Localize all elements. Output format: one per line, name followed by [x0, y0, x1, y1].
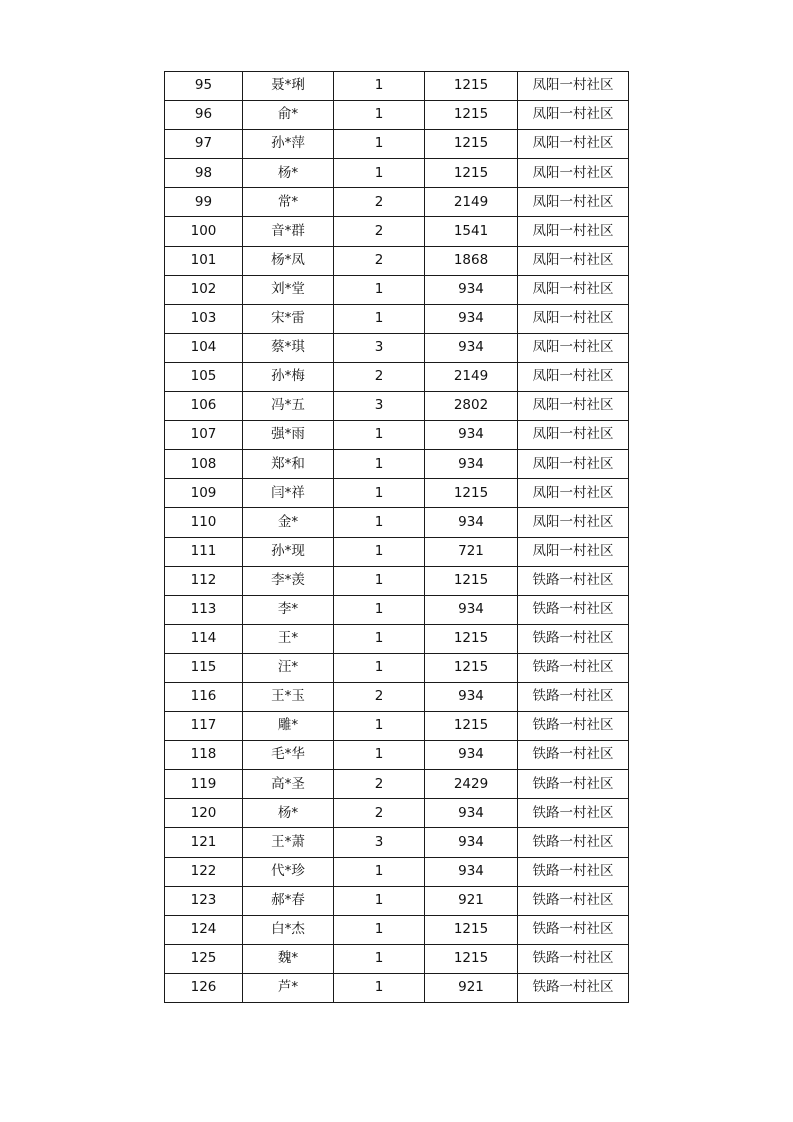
community-cell: 铁路一村社区	[518, 915, 629, 944]
count-cell: 1	[334, 624, 425, 653]
name-cell: 杨*	[243, 799, 334, 828]
community-cell: 凤阳一村社区	[518, 392, 629, 421]
table-row	[165, 304, 629, 333]
count-cell: 1	[334, 886, 425, 915]
table-body	[165, 72, 629, 1003]
row-number-cell: 115	[165, 653, 243, 682]
community-cell: 铁路一村社区	[518, 624, 629, 653]
amount-cell: 934	[425, 450, 518, 479]
community-cell: 凤阳一村社区	[518, 508, 629, 537]
name-cell: 冯*五	[243, 392, 334, 421]
amount-cell: 1541	[425, 217, 518, 246]
amount-cell: 1215	[425, 624, 518, 653]
name-cell: 芦*	[243, 973, 334, 1002]
amount-cell: 921	[425, 886, 518, 915]
row-number-cell: 116	[165, 682, 243, 711]
table-row	[165, 188, 629, 217]
row-number-cell: 97	[165, 130, 243, 159]
count-cell: 1	[334, 421, 425, 450]
count-cell: 1	[334, 159, 425, 188]
row-number-cell: 111	[165, 537, 243, 566]
count-cell: 1	[334, 101, 425, 130]
amount-cell: 2429	[425, 770, 518, 799]
table-row	[165, 799, 629, 828]
table-row	[165, 421, 629, 450]
row-number-cell: 113	[165, 595, 243, 624]
name-cell: 强*雨	[243, 421, 334, 450]
community-cell: 铁路一村社区	[518, 741, 629, 770]
name-cell: 雕*	[243, 712, 334, 741]
count-cell: 1	[334, 479, 425, 508]
name-cell: 金*	[243, 508, 334, 537]
community-cell: 凤阳一村社区	[518, 362, 629, 391]
row-number-cell: 99	[165, 188, 243, 217]
table-row	[165, 130, 629, 159]
row-number-cell: 117	[165, 712, 243, 741]
row-number-cell: 124	[165, 915, 243, 944]
row-number-cell: 120	[165, 799, 243, 828]
amount-cell: 934	[425, 799, 518, 828]
count-cell: 3	[334, 392, 425, 421]
row-number-cell: 107	[165, 421, 243, 450]
count-cell: 1	[334, 566, 425, 595]
row-number-cell: 106	[165, 392, 243, 421]
community-cell: 铁路一村社区	[518, 595, 629, 624]
count-cell: 1	[334, 130, 425, 159]
count-cell: 2	[334, 362, 425, 391]
row-number-cell: 98	[165, 159, 243, 188]
table-row	[165, 944, 629, 973]
name-cell: 俞*	[243, 101, 334, 130]
name-cell: 宋*雷	[243, 304, 334, 333]
count-cell: 3	[334, 333, 425, 362]
table-row	[165, 595, 629, 624]
row-number-cell: 105	[165, 362, 243, 391]
community-cell: 铁路一村社区	[518, 886, 629, 915]
amount-cell: 1215	[425, 944, 518, 973]
community-cell: 凤阳一村社区	[518, 421, 629, 450]
table-row	[165, 101, 629, 130]
row-number-cell: 121	[165, 828, 243, 857]
amount-cell: 934	[425, 682, 518, 711]
table-row	[165, 479, 629, 508]
community-cell: 铁路一村社区	[518, 799, 629, 828]
amount-cell: 934	[425, 333, 518, 362]
row-number-cell: 119	[165, 770, 243, 799]
amount-cell: 934	[425, 741, 518, 770]
table-row	[165, 275, 629, 304]
count-cell: 2	[334, 770, 425, 799]
name-cell: 高*圣	[243, 770, 334, 799]
name-cell: 李*羡	[243, 566, 334, 595]
amount-cell: 934	[425, 304, 518, 333]
name-cell: 蔡*琪	[243, 333, 334, 362]
amount-cell: 1868	[425, 246, 518, 275]
community-cell: 凤阳一村社区	[518, 72, 629, 101]
row-number-cell: 123	[165, 886, 243, 915]
table-row	[165, 741, 629, 770]
name-cell: 汪*	[243, 653, 334, 682]
community-cell: 凤阳一村社区	[518, 217, 629, 246]
row-number-cell: 101	[165, 246, 243, 275]
name-cell: 王*玉	[243, 682, 334, 711]
amount-cell: 2802	[425, 392, 518, 421]
table-row	[165, 392, 629, 421]
name-cell: 孙*现	[243, 537, 334, 566]
row-number-cell: 122	[165, 857, 243, 886]
amount-cell: 1215	[425, 566, 518, 595]
name-cell: 刘*堂	[243, 275, 334, 304]
name-cell: 代*珍	[243, 857, 334, 886]
data-table	[164, 71, 629, 1003]
amount-cell: 1215	[425, 130, 518, 159]
table-row	[165, 712, 629, 741]
amount-cell: 1215	[425, 101, 518, 130]
count-cell: 1	[334, 595, 425, 624]
row-number-cell: 126	[165, 973, 243, 1002]
count-cell: 1	[334, 537, 425, 566]
name-cell: 郝*春	[243, 886, 334, 915]
row-number-cell: 109	[165, 479, 243, 508]
count-cell: 1	[334, 944, 425, 973]
community-cell: 凤阳一村社区	[518, 130, 629, 159]
amount-cell: 934	[425, 857, 518, 886]
amount-cell: 1215	[425, 72, 518, 101]
count-cell: 2	[334, 246, 425, 275]
table-row	[165, 566, 629, 595]
amount-cell: 1215	[425, 712, 518, 741]
community-cell: 凤阳一村社区	[518, 275, 629, 304]
name-cell: 闫*祥	[243, 479, 334, 508]
row-number-cell: 100	[165, 217, 243, 246]
count-cell: 1	[334, 857, 425, 886]
amount-cell: 934	[425, 508, 518, 537]
amount-cell: 1215	[425, 479, 518, 508]
community-cell: 凤阳一村社区	[518, 537, 629, 566]
community-cell: 凤阳一村社区	[518, 450, 629, 479]
community-cell: 铁路一村社区	[518, 682, 629, 711]
name-cell: 音*群	[243, 217, 334, 246]
count-cell: 2	[334, 188, 425, 217]
table-row	[165, 246, 629, 275]
row-number-cell: 96	[165, 101, 243, 130]
count-cell: 1	[334, 304, 425, 333]
community-cell: 铁路一村社区	[518, 712, 629, 741]
table-row	[165, 72, 629, 101]
amount-cell: 1215	[425, 915, 518, 944]
table-row	[165, 333, 629, 362]
amount-cell: 934	[425, 595, 518, 624]
table-row	[165, 828, 629, 857]
table-row	[165, 682, 629, 711]
row-number-cell: 108	[165, 450, 243, 479]
count-cell: 1	[334, 915, 425, 944]
community-cell: 铁路一村社区	[518, 770, 629, 799]
row-number-cell: 125	[165, 944, 243, 973]
name-cell: 郑*和	[243, 450, 334, 479]
table-row	[165, 537, 629, 566]
community-cell: 凤阳一村社区	[518, 101, 629, 130]
amount-cell: 1215	[425, 159, 518, 188]
name-cell: 白*杰	[243, 915, 334, 944]
count-cell: 3	[334, 828, 425, 857]
count-cell: 1	[334, 450, 425, 479]
count-cell: 1	[334, 508, 425, 537]
community-cell: 凤阳一村社区	[518, 479, 629, 508]
name-cell: 杨*凤	[243, 246, 334, 275]
name-cell: 孙*梅	[243, 362, 334, 391]
community-cell: 铁路一村社区	[518, 828, 629, 857]
count-cell: 2	[334, 217, 425, 246]
amount-cell: 934	[425, 421, 518, 450]
community-cell: 凤阳一村社区	[518, 159, 629, 188]
table-row	[165, 362, 629, 391]
name-cell: 李*	[243, 595, 334, 624]
community-cell: 凤阳一村社区	[518, 188, 629, 217]
count-cell: 1	[334, 653, 425, 682]
table-row	[165, 915, 629, 944]
table-row	[165, 973, 629, 1002]
amount-cell: 1215	[425, 653, 518, 682]
table-row	[165, 624, 629, 653]
name-cell: 毛*华	[243, 741, 334, 770]
amount-cell: 921	[425, 973, 518, 1002]
count-cell: 2	[334, 799, 425, 828]
table-row	[165, 508, 629, 537]
amount-cell: 2149	[425, 362, 518, 391]
community-cell: 铁路一村社区	[518, 566, 629, 595]
community-cell: 铁路一村社区	[518, 653, 629, 682]
table-row	[165, 770, 629, 799]
community-cell: 凤阳一村社区	[518, 333, 629, 362]
count-cell: 1	[334, 741, 425, 770]
amount-cell: 2149	[425, 188, 518, 217]
community-cell: 铁路一村社区	[518, 857, 629, 886]
row-number-cell: 102	[165, 275, 243, 304]
table-row	[165, 217, 629, 246]
name-cell: 杨*	[243, 159, 334, 188]
row-number-cell: 112	[165, 566, 243, 595]
name-cell: 孙*萍	[243, 130, 334, 159]
amount-cell: 721	[425, 537, 518, 566]
table-row	[165, 159, 629, 188]
amount-cell: 934	[425, 828, 518, 857]
row-number-cell: 114	[165, 624, 243, 653]
row-number-cell: 110	[165, 508, 243, 537]
count-cell: 1	[334, 72, 425, 101]
count-cell: 1	[334, 973, 425, 1002]
table-row	[165, 886, 629, 915]
name-cell: 聂*琍	[243, 72, 334, 101]
name-cell: 魏*	[243, 944, 334, 973]
name-cell: 王*	[243, 624, 334, 653]
count-cell: 1	[334, 712, 425, 741]
row-number-cell: 103	[165, 304, 243, 333]
row-number-cell: 95	[165, 72, 243, 101]
table-row	[165, 857, 629, 886]
table-row	[165, 450, 629, 479]
name-cell: 王*萧	[243, 828, 334, 857]
count-cell: 2	[334, 682, 425, 711]
community-cell: 凤阳一村社区	[518, 304, 629, 333]
community-cell: 铁路一村社区	[518, 944, 629, 973]
row-number-cell: 118	[165, 741, 243, 770]
amount-cell: 934	[425, 275, 518, 304]
community-cell: 铁路一村社区	[518, 973, 629, 1002]
name-cell: 常*	[243, 188, 334, 217]
community-cell: 凤阳一村社区	[518, 246, 629, 275]
table-row	[165, 653, 629, 682]
count-cell: 1	[334, 275, 425, 304]
row-number-cell: 104	[165, 333, 243, 362]
